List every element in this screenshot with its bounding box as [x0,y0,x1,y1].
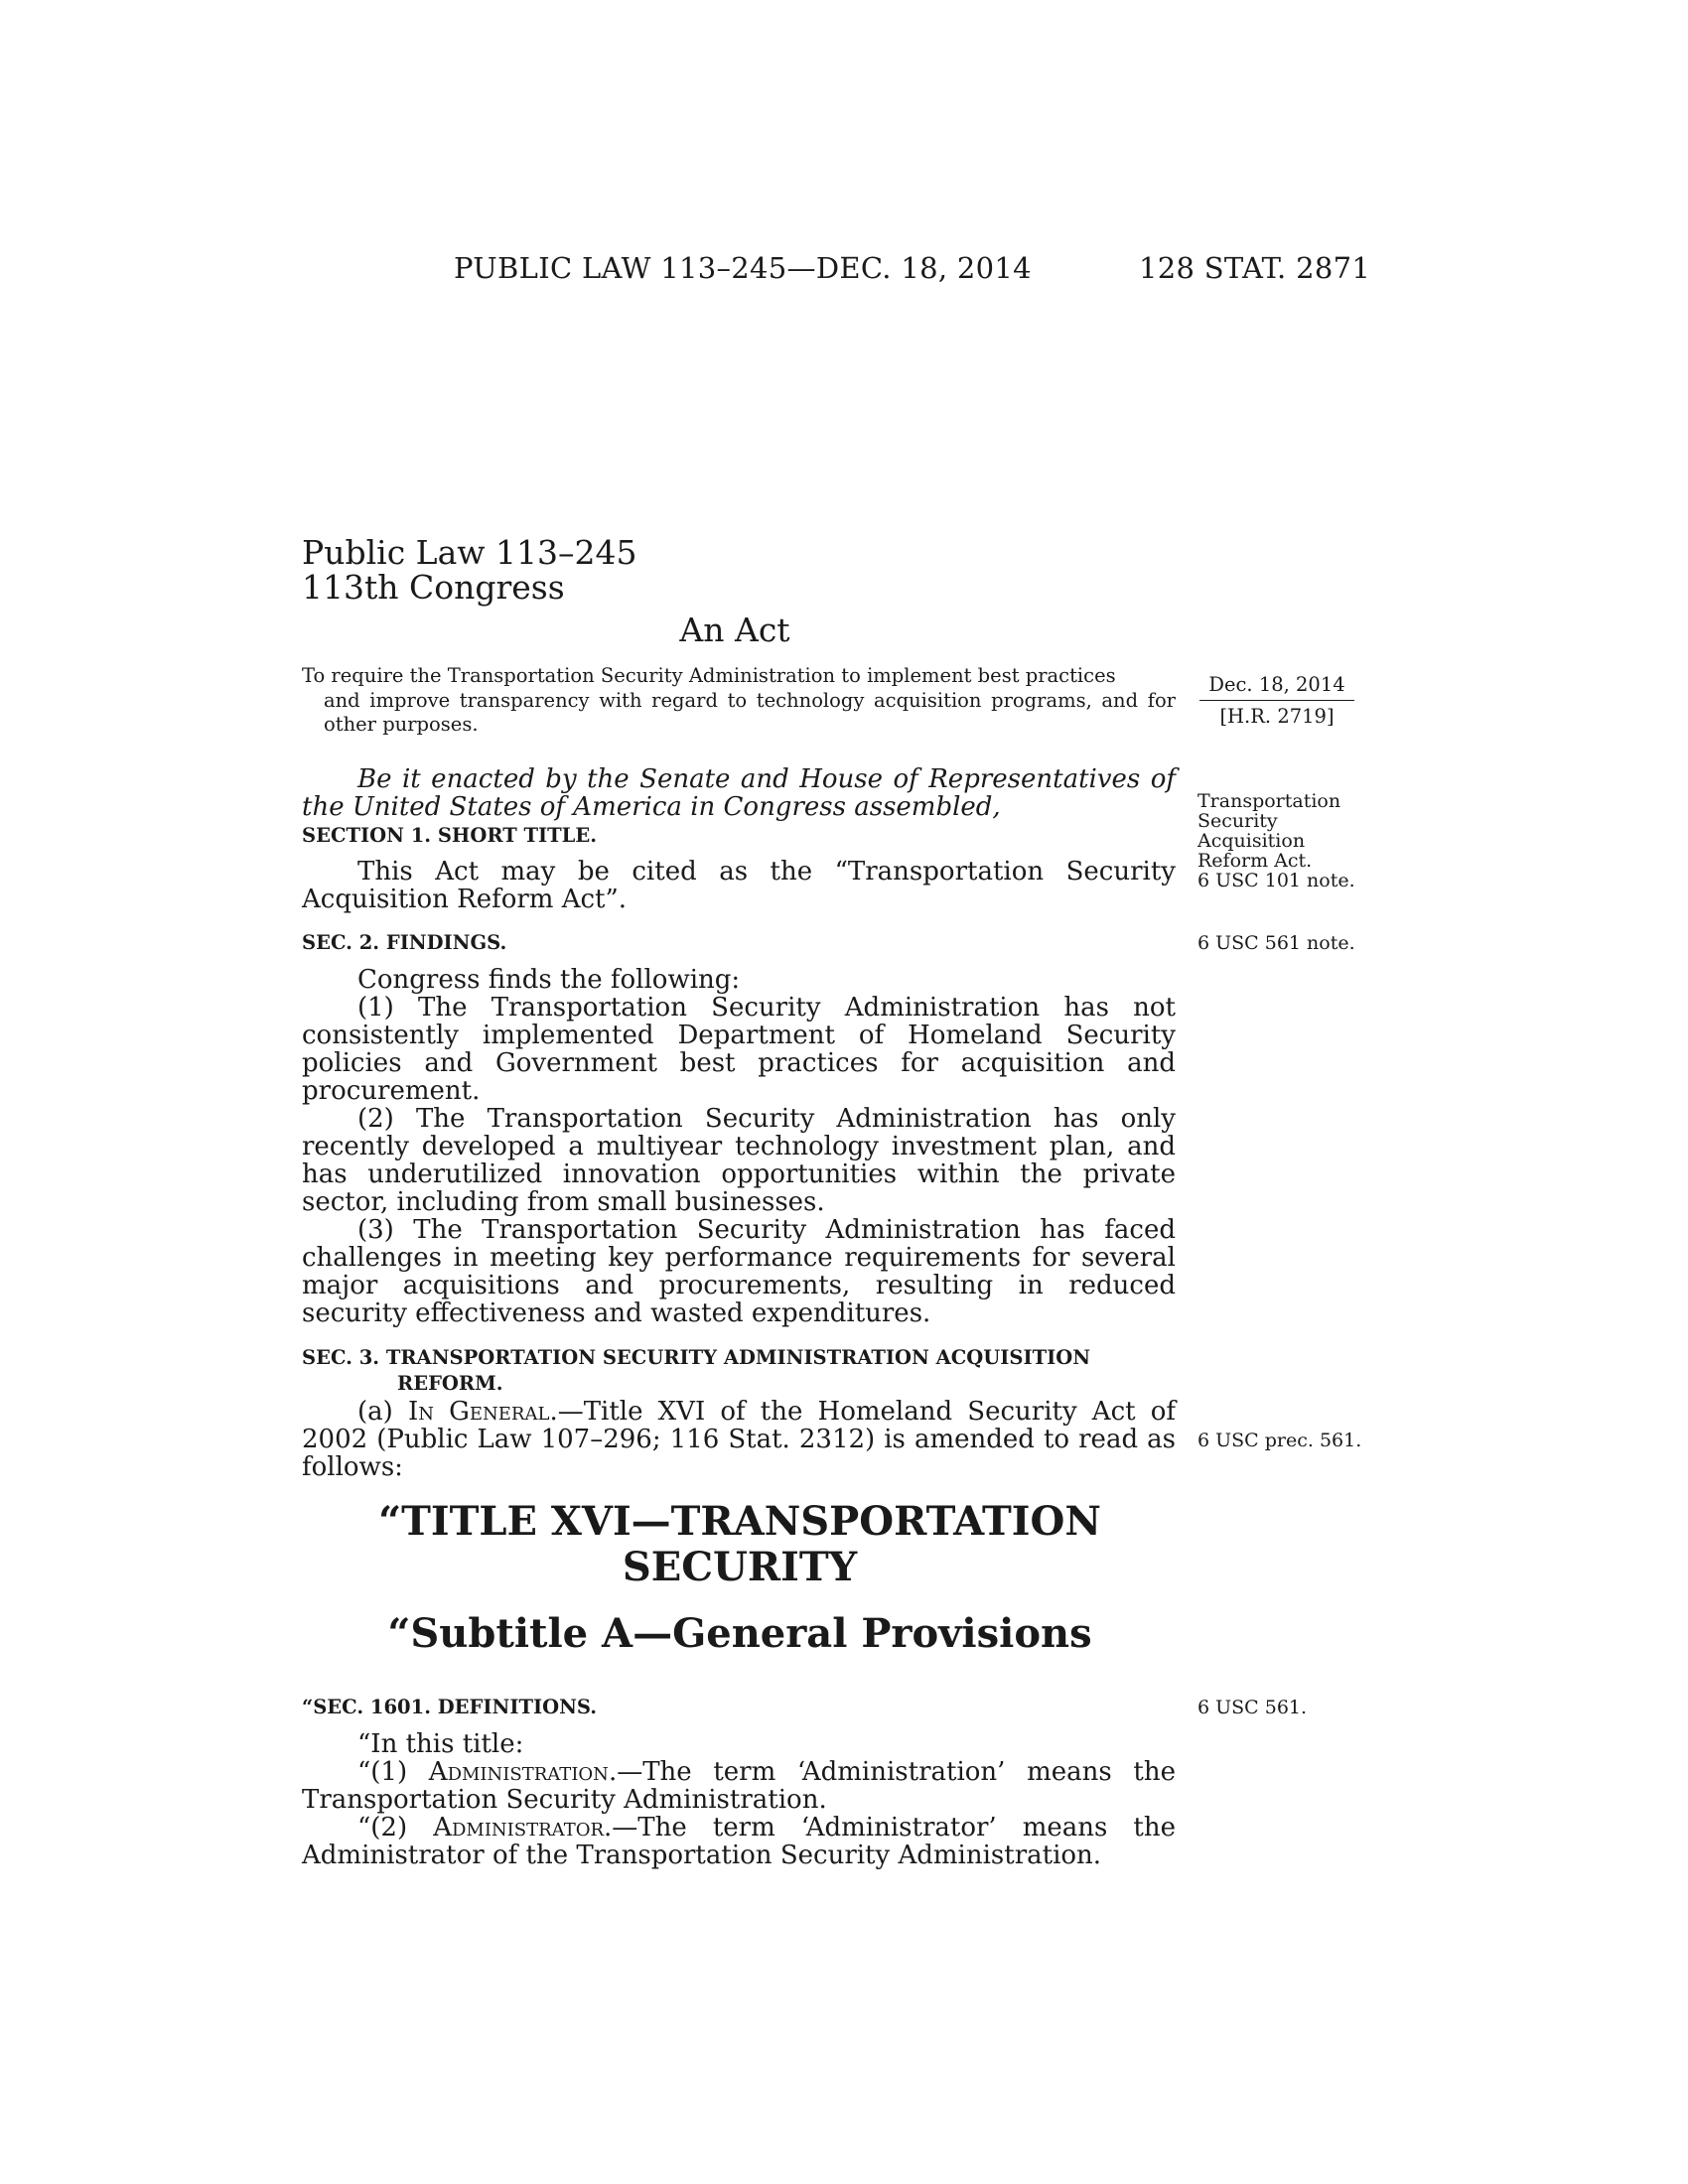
purpose-continuation: and improve transparency with regard to technology acquisition programs, and for other purposes. [324,688,1176,736]
definition-2-caption: Administrator [433,1813,605,1843]
congress-number: 113th Congress [302,568,565,607]
margin-date: Dec. 18, 2014 [1199,673,1354,701]
margin-note-line: 6 USC 101 note. [1197,870,1355,891]
definition-1 [302,1758,1176,1814]
subsection-a-label: (a) [357,1397,408,1427]
title-xvi-heading-line-1: “TITLE XVI—TRANSPORTATION [378,1498,1101,1545]
finding-2: (2) The Transportation Security Administration has only recently developed a multiyear technology investment plan, and has underutilized innovation opportunities within the private sector, including from small businesses. [302,1104,1176,1217]
section-3-heading-line-2: REFORM. [397,1372,503,1395]
definition-2-text: .—The term ‘Administrator’ means the Administrator of the Transportation Security Administration. [302,1813,1176,1870]
law-number: Public Law 113–245 [302,533,637,572]
section-1-text: This Act may be cited as the “Transportation Security Acquisition Reform Act”. [302,857,1176,914]
margin-note-line: Security [1197,810,1278,832]
finding-1: (1) The Transportation Security Administration has not consistently implemented Department of Homeland Security policies and Government best practices for acquisition and procurement. [302,993,1176,1106]
subtitle-a-heading: “Subtitle A—General Provisions [387,1610,1092,1657]
margin-bill-number: [H.R. 2719] [1219,705,1335,728]
section-1601-definitions [302,1730,1176,1869]
definitions-intro: “In this title: [357,1729,524,1759]
subsection-a-caption: In General [407,1397,550,1427]
title-xvi-heading-line-2: SECURITY [622,1544,858,1590]
margin-note-definitions: 6 USC 561. [1197,1697,1308,1718]
running-head-left: PUBLIC LAW 113–245—DEC. 18, 2014 [454,251,1032,285]
section-3-heading-line-1: SEC. 3. TRANSPORTATION SECURITY ADMINISTRATION ACQUISITION [302,1346,1091,1369]
running-head-right: 128 STAT. 2871 [1139,251,1371,285]
section-2-findings [302,966,1176,1327]
margin-note-short-title [1197,791,1355,890]
definition-1-label: “(1) [357,1757,429,1787]
section-2-heading: SEC. 2. FINDINGS. [302,931,507,954]
enacting-clause: Be it enacted by the Senate and House of Representatives of the United States of America in Congress assembled, [302,764,1176,822]
margin-note-line: Transportation [1197,790,1341,812]
section-1601-heading: “SEC. 1601. DEFINITIONS. [302,1696,598,1718]
margin-note-amendment: 6 USC prec. 561. [1197,1430,1362,1451]
definition-1-text: .—The term ‘Administration’ means the Transportation Security Administration. [302,1757,1176,1815]
section-3-subsection-a [302,1398,1176,1481]
margin-note-line: Acquisition [1197,830,1306,852]
section-3-heading [302,1345,1176,1397]
subsection-a-text: .—Title XVI of the Homeland Security Act of 2002 (Public Law 107–296; 116 Stat. 2312) is amended to read as follows: [302,1397,1177,1482]
purpose-first-line: To require the Transportation Security Administration to implement best practices [302,664,1116,687]
an-act-heading: An Act [679,611,790,649]
findings-intro: Congress finds the following: [357,965,741,995]
section-1-heading: SECTION 1. SHORT TITLE. [302,824,598,847]
definition-2-label: “(2) [357,1813,434,1843]
margin-note-line: Reform Act. [1197,850,1313,872]
finding-3: (3) The Transportation Security Administration has faced challenges in meeting key performance requirements for several major acquisitions and procurements, resulting in reduced security effectiveness and wasted expenditures. [302,1215,1176,1328]
definition-1-caption: Administration [428,1757,609,1787]
purpose-clause [302,664,1176,738]
margin-note-findings: 6 USC 561 note. [1197,932,1355,954]
definition-2 [302,1814,1176,1869]
